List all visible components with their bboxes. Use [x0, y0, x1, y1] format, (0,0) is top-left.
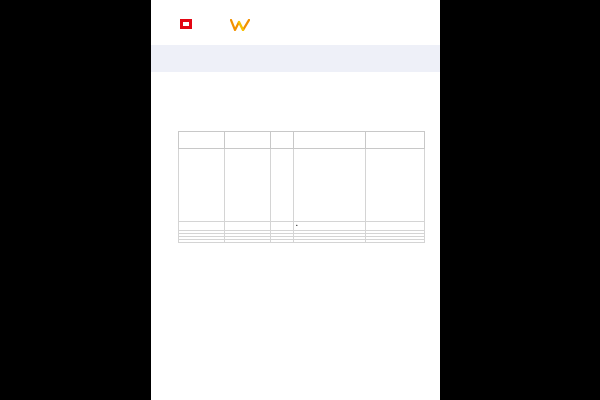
empty-cell — [366, 149, 425, 222]
vehicle-label — [178, 103, 231, 111]
mileage-cell — [224, 222, 270, 231]
empty-cell — [224, 149, 270, 222]
vehicle-label — [178, 95, 231, 103]
date-cell — [179, 239, 225, 242]
vehicle-details — [178, 87, 231, 119]
column-header-type — [270, 132, 293, 149]
type-cell — [270, 239, 293, 242]
table-row — [179, 222, 425, 231]
column-header-supplier — [366, 132, 425, 149]
vehicle-label — [178, 87, 231, 95]
maintenance-table — [178, 131, 425, 243]
date-cell — [179, 222, 225, 231]
supplier-cell — [366, 239, 425, 242]
empty-cell — [293, 149, 365, 222]
column-header-mileage — [224, 132, 270, 149]
vehicle-label — [178, 111, 231, 119]
supplier-cell — [366, 222, 425, 231]
table-row — [179, 239, 425, 242]
vehicle-row — [178, 103, 231, 111]
ald-logo-mark — [180, 19, 192, 29]
description-cell — [293, 239, 365, 242]
table-header-row — [179, 132, 425, 149]
description-cell — [293, 222, 365, 231]
empty-cell — [270, 149, 293, 222]
vehicle-row — [178, 95, 231, 103]
document-page — [151, 0, 440, 400]
mileage-cell — [224, 239, 270, 242]
bullet-icon: • — [295, 223, 298, 228]
column-header-date — [179, 132, 225, 149]
w-logo-icon — [230, 19, 250, 31]
type-cell — [270, 222, 293, 231]
column-header-description — [293, 132, 365, 149]
vehicle-row — [178, 111, 231, 119]
header-band — [151, 45, 440, 72]
vehicle-row — [178, 87, 231, 95]
empty-cell — [179, 149, 225, 222]
table-empty-row — [179, 149, 425, 222]
